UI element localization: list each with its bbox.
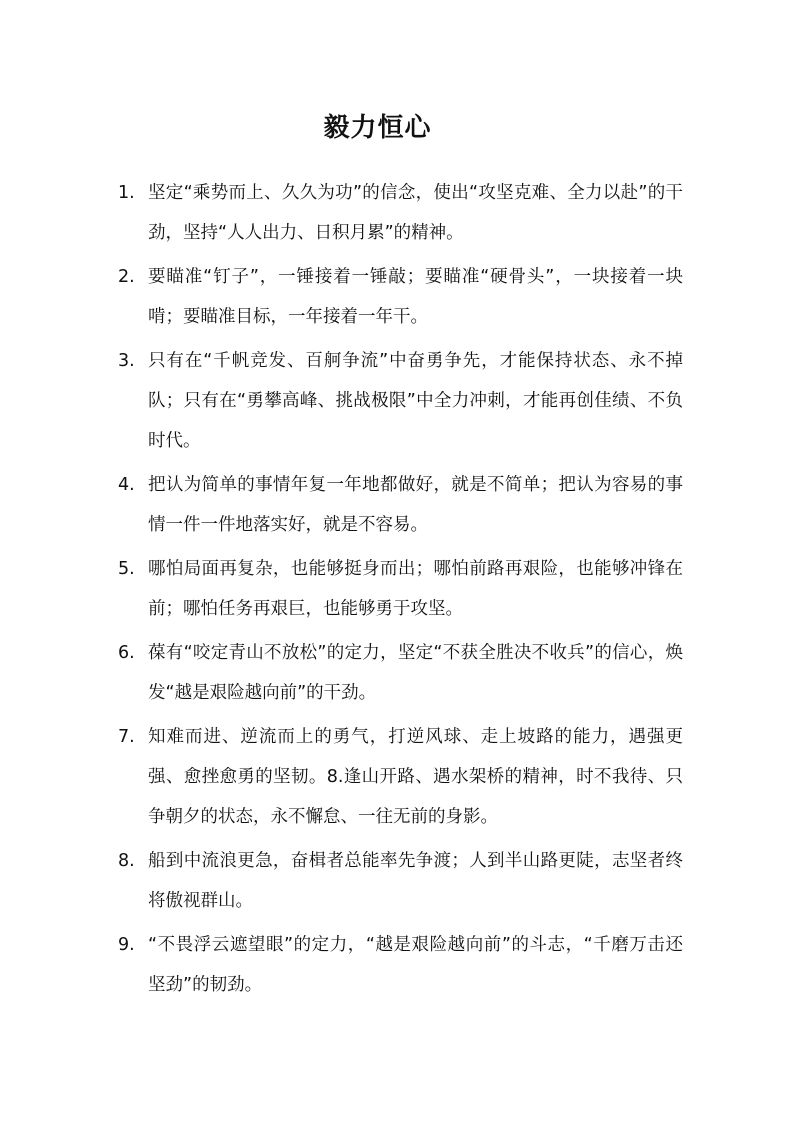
list-item	[118, 257, 683, 337]
list-item-text: 葆有“咬定青山不放松”的定力，坚定“不获全胜决不收兵”的信心，焕发“越是艰险越向前”的干劲。	[148, 643, 683, 703]
list-item-number: 8.	[118, 851, 135, 871]
list-item-text: 知难而进、逆流而上的勇气，打逆风球、走上坡路的能力，遇强更强、愈挫愈勇的坚韧。8.逢山开路、遇水架桥的精神，时不我待、只争朝夕的状态，永不懈怠、一往无前的身影。	[148, 727, 683, 827]
list-item	[118, 465, 683, 545]
list-item	[118, 633, 683, 713]
list-item-text: 把认为简单的事情年复一年地都做好，就是不简单；把认为容易的事情一件一件地落实好，就是不容易。	[148, 475, 683, 535]
list-item	[118, 925, 683, 1005]
list-item-number: 3.	[118, 351, 135, 371]
list-item-text: 只有在“千帆竞发、百舸争流”中奋勇争先，才能保持状态、永不掉队；只有在“勇攀高峰、挑战极限”中全力冲刺，才能再创佳绩、不负时代。	[148, 351, 683, 451]
list-item	[118, 341, 683, 461]
list-item	[118, 549, 683, 629]
list-item-number: 4.	[118, 475, 135, 495]
list-item-number: 7.	[118, 727, 135, 747]
list-item-number: 6.	[118, 643, 135, 663]
list-item-text: 船到中流浪更急，奋楫者总能率先争渡；人到半山路更陡，志坚者终将傲视群山。	[148, 851, 683, 911]
list-item-text: 要瞄准“钉子”，一锤接着一锤敲；要瞄准“硬骨头”，一块接着一块啃；要瞄准目标，一年接着一年干。	[148, 267, 683, 327]
page-title: 毅力恒心	[323, 113, 432, 143]
list-item	[118, 717, 683, 837]
list-item	[118, 841, 683, 921]
list-item-number: 5.	[118, 559, 135, 579]
list-item	[118, 173, 683, 253]
numbered-list	[118, 173, 683, 1009]
list-item-text: “不畏浮云遮望眼”的定力，“越是艰险越向前”的斗志，“千磨万击还坚劲”的韧劲。	[148, 935, 683, 995]
list-item-text: 坚定“乘势而上、久久为功”的信念，使出“攻坚克难、全力以赴”的干劲，坚持“人人出力、日积月累”的精神。	[148, 183, 683, 243]
list-item-number: 9.	[118, 935, 135, 955]
list-item-number: 1.	[118, 183, 135, 203]
list-item-number: 2.	[118, 267, 135, 287]
list-item-text: 哪怕局面再复杂，也能够挺身而出；哪怕前路再艰险，也能够冲锋在前；哪怕任务再艰巨，也能够勇于攻坚。	[148, 559, 683, 619]
